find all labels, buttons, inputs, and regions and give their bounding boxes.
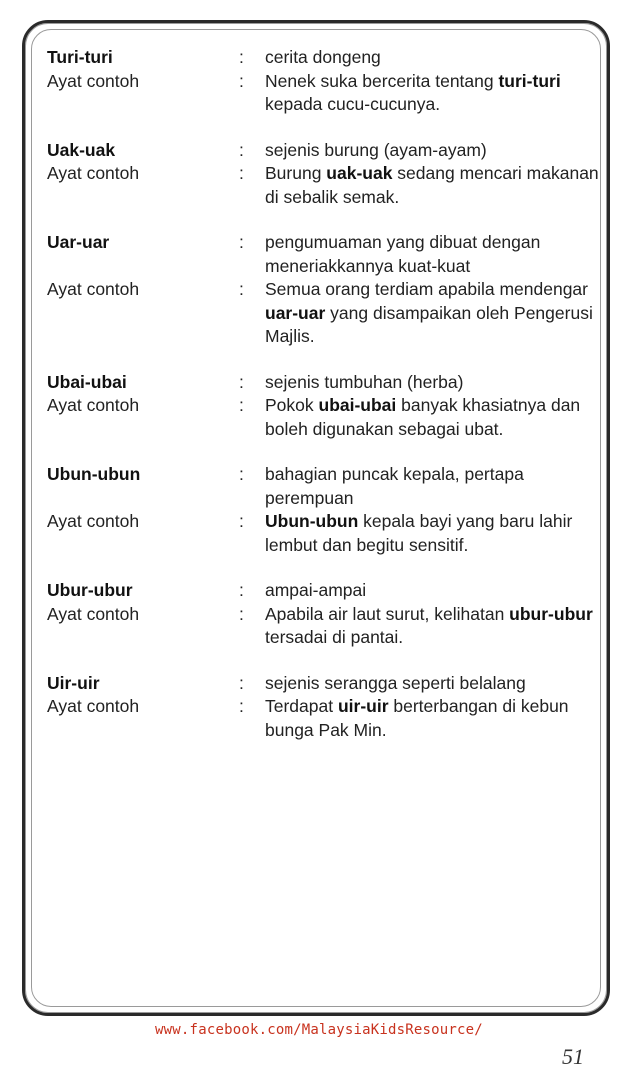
example-sentence: [265, 162, 607, 209]
example-text: Apabila air laut surut, kelihatan: [265, 603, 510, 624]
example-row: [47, 603, 607, 650]
example-text: yang disampaikan oleh Pengerusi Majlis.: [265, 302, 593, 346]
example-text: kepada cucu-cucunya.: [265, 94, 441, 114]
example-row: [47, 695, 607, 742]
dictionary-entry: [47, 371, 607, 442]
colon-separator: :: [239, 603, 244, 624]
example-label: Ayat contoh: [47, 395, 140, 415]
example-text: Burung: [265, 163, 327, 183]
entry-definition: sejenis tumbuhan (herba): [265, 371, 464, 392]
example-sentence: [265, 278, 607, 349]
entry-term: Ubur-ubur: [47, 580, 133, 600]
example-row: [47, 278, 607, 349]
colon-separator: :: [239, 70, 244, 91]
page-number: 51: [562, 1044, 584, 1069]
entry-term: Turi-turi: [47, 47, 113, 67]
example-highlight-term: turi-turi: [498, 70, 561, 91]
entry-definition: bahagian puncak kepala, pertapa perempuan: [265, 464, 524, 508]
example-sentence: [265, 510, 607, 557]
example-highlight-term: uir-uir: [337, 696, 389, 716]
entry-term: Uar-uar: [47, 232, 110, 252]
dictionary-entry: [47, 579, 607, 650]
example-row: [47, 162, 607, 209]
entry-definition: pengumuaman yang dibuat dengan meneriakkannya kuat-kuat: [265, 232, 541, 276]
definition-row: [47, 371, 607, 395]
colon-separator: :: [239, 163, 244, 183]
entry-term: Ubun-ubun: [47, 464, 141, 484]
example-sentence: [265, 70, 607, 117]
example-row: [47, 510, 607, 557]
example-text: kepala bayi yang baru lahir lembut dan begitu sensitif.: [265, 511, 573, 555]
example-label: Ayat contoh: [47, 70, 140, 91]
dictionary-entry: [47, 463, 607, 557]
example-label: Ayat contoh: [47, 696, 140, 716]
example-highlight-term: ubur-ubur: [509, 603, 593, 624]
example-highlight-term: uak-uak: [326, 163, 393, 183]
example-sentence: [265, 394, 607, 441]
example-label: Ayat contoh: [47, 163, 140, 183]
example-text: banyak khasiatnya dan boleh digunakan sebagai ubat.: [265, 395, 581, 439]
dictionary-entry: [47, 672, 607, 743]
example-text: Pokok: [265, 395, 319, 415]
entry-definition: sejenis burung (ayam-ayam): [265, 139, 487, 160]
colon-separator: :: [239, 395, 244, 415]
colon-separator: :: [239, 232, 244, 252]
dictionary-entry: [47, 46, 607, 117]
definition-row: [47, 579, 607, 603]
example-text: Semua orang terdiam apabila mendengar: [265, 279, 588, 299]
colon-separator: :: [239, 464, 244, 484]
example-text: Nenek suka bercerita tentang: [265, 70, 499, 91]
example-label: Ayat contoh: [47, 603, 140, 624]
footer-url[interactable]: www.facebook.com/MalaysiaKidsResource/: [155, 1022, 483, 1038]
definition-row: [47, 231, 607, 278]
example-text: Terdapat: [265, 696, 338, 716]
definition-row: [47, 463, 607, 510]
entry-definition: ampai-ampai: [265, 580, 367, 600]
entry-definition: sejenis serangga seperti belalang: [265, 672, 526, 693]
definition-row: [47, 139, 607, 163]
entry-term: Uir-uir: [47, 672, 100, 693]
colon-separator: :: [239, 580, 244, 600]
example-label: Ayat contoh: [47, 511, 140, 531]
colon-separator: :: [239, 672, 244, 693]
definition-row: [47, 672, 607, 696]
colon-separator: :: [239, 139, 244, 160]
entry-term: Uak-uak: [47, 139, 116, 160]
example-sentence: [265, 603, 607, 650]
example-text: tersadai di pantai.: [265, 627, 404, 647]
example-text: sedang mencari makanan di sebalik semak.: [265, 163, 599, 207]
dictionary-entry: [47, 139, 607, 210]
example-highlight-term: Ubun-ubun: [265, 511, 359, 531]
example-row: [47, 394, 607, 441]
dictionary-entries: [47, 46, 607, 764]
colon-separator: :: [239, 696, 244, 716]
example-label: Ayat contoh: [47, 279, 140, 299]
example-row: [47, 70, 607, 117]
colon-separator: :: [239, 47, 244, 67]
entry-term: Ubai-ubai: [47, 371, 127, 392]
example-highlight-term: ubai-ubai: [318, 395, 397, 415]
colon-separator: :: [239, 511, 244, 531]
entry-definition: cerita dongeng: [265, 47, 381, 67]
definition-row: [47, 46, 607, 70]
colon-separator: :: [239, 279, 244, 299]
example-highlight-term: uar-uar: [265, 302, 326, 323]
dictionary-entry: [47, 231, 607, 349]
colon-separator: :: [239, 371, 244, 392]
example-sentence: [265, 695, 607, 742]
example-text: berterbangan di kebun bunga Pak Min.: [265, 696, 569, 740]
